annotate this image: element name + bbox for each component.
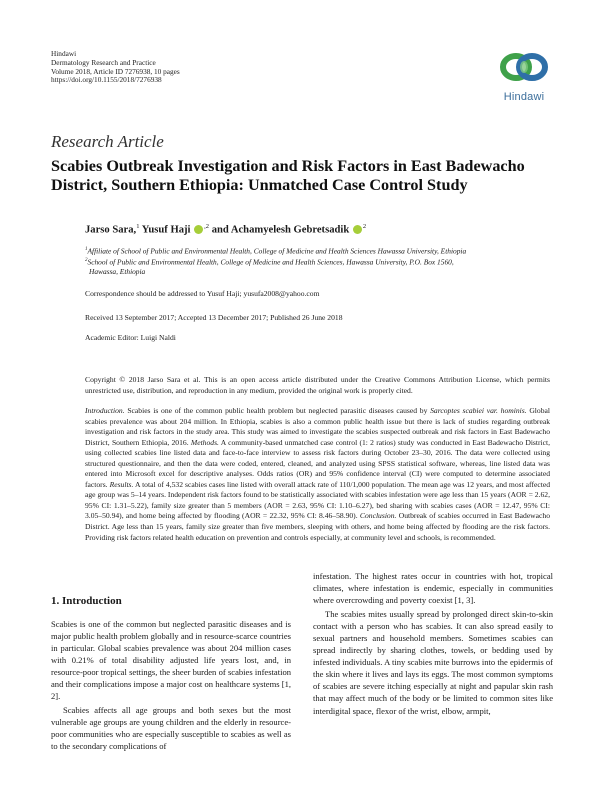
affiliation-mark: 1 xyxy=(85,247,88,252)
article-dates: Received 13 September 2017; Accepted 13 December 2017; Published 26 June 2018 xyxy=(85,313,343,322)
affiliation xyxy=(85,256,545,267)
article-type: Research Article xyxy=(51,132,164,151)
affiliation xyxy=(85,245,545,256)
body-paragraph: Scabies is one of the common but neglected parasitic diseases and is major public health problem globally and in resource-scarce countries in particular. Global scabies prevalence was about 204 million cases with 0.21% of total disability adjusted life years lost, and, in resource-poor tropical settings, the sheer burden of scabies infestation and their complications impose a major cost on healthcare systems [1, 2]. xyxy=(51,619,291,702)
abstract-results: A total of 4,532 scabies cases line listed with overall attack rate of 110/1,000 population. The mean age was 12 years, and most affected age group was 5–14 years. Independent risk factors found to be statistically associated with scabies infestation were age less than 15 years (AOR = 2.62, 95% CI: 1.31–5.22), family size greater than 5 members (AOR = 2.63, 95% CI: 1.10–6.27), bed sharing with scabies cases (AOR = 12.47, 95% CI: 3.05–50.94), and home being affected by flooding (AOR = 22.32, 95% CI: 8.46–58.90). xyxy=(85,479,550,521)
affiliation xyxy=(89,267,549,277)
abstract-methods: A community-based unmatched case control (1: 2 ratios) study was conducted in East Badewacho District, using collected scabies line listed data and face-to-face interview to assess risk factors during October 23–30, 2016. The data were collected using structured questionnaire, and then the data were coded, entered, cleaned, and analyzed using SPSS statistical software, whereas, line listed data was entered into Microsoft excel for descriptive analyses. Odds ratios (OR) and 95% confidence interval (CI) were computed to determine associated factors. xyxy=(85,437,551,489)
author-affiliation-mark: 1 xyxy=(136,223,140,230)
correspondence: Correspondence should be addressed to Yusuf Haji; yusufa2008@yahoo.com xyxy=(85,289,320,298)
body-column-left xyxy=(51,618,291,753)
affiliation-text: School of Public and Environmental Health, College of Medicine and Health Sciences, Hawassa University, P.O. Box 1560, xyxy=(87,257,454,267)
orcid-icon[interactable] xyxy=(194,225,203,234)
body-paragraph: The scabies mites usually spread by prolonged direct skin-to-skin contact with a person who has scabies. It can also spread easily to sexual partners and household members. Sometimes scabies can spread indirectly by sharing clothes, towels, or bedding used by infested individuals. A tiny scabies mite burrows into the epidermis of the skin where it lives and lays its eggs. The most common symptoms of scabies are severe itching especially at night and papular skin rash that may affect much of the body or be limited to common sites like interdigital space, flexor of the wrist, elbow, armpit, xyxy=(313,609,553,716)
copyright-notice: Copyright © 2018 Jarso Sara et al. This is an open access article distributed under the Creative Commons Attribution License, which permits unrestricted use, distribution, and reproduction in any medium, provided the original work is properly cited. xyxy=(85,375,550,395)
author-affiliation-mark: ,2 xyxy=(204,223,210,230)
abstract-results-label: Results. xyxy=(109,479,134,489)
publisher-name: Hindawi xyxy=(51,49,77,58)
species-name: Sarcoptes scabiei var. hominis. xyxy=(430,406,527,415)
author-name[interactable]: Yusuf Haji xyxy=(141,224,191,236)
author-affiliation-mark: 2 xyxy=(362,223,367,230)
abstract-conclusion-label: Conclusion. xyxy=(359,511,397,521)
affiliation-text: Hawassa, Ethiopia xyxy=(89,267,146,276)
journal-name: Dermatology Research and Practice xyxy=(51,57,156,67)
abstract-conclusion: Outbreak of scabies occurred in East Badewacho District. Age less than 15 years, family size greater than five members, sleeping with others, and home being affected by flooding are the risk factors. Providing risk factors related health education on prevention and controls especially, at community level and schools, is recommended. xyxy=(85,511,551,542)
journal-header xyxy=(51,50,180,85)
doi-link[interactable]: https://doi.org/10.1155/2018/7276938 xyxy=(51,75,162,85)
author-list xyxy=(85,223,366,236)
abstract-introduction: Scabies is one of the common public health problem but neglected parasitic diseases caused by xyxy=(124,406,431,415)
hindawi-logo-icon xyxy=(495,45,553,91)
affiliation-text: Affiliate of School of Public and Environmental Health, College of Medicine and Health Sciences Hawassa University, Ethiopia xyxy=(87,246,467,256)
body-column-right xyxy=(313,570,553,717)
hindawi-logo xyxy=(495,45,553,109)
article-title: Scabies Outbreak Investigation and Risk Factors in East Badewacho District, Southern Ethiopia: Unmatched Case Control Study xyxy=(51,157,525,194)
section-heading: 1. Introduction xyxy=(51,595,122,607)
hindawi-logo-text: Hindawi xyxy=(503,91,545,103)
volume-line: Volume 2018, Article ID 7276938, 10 pages xyxy=(51,66,180,76)
body-paragraph: Scabies affects all age groups and both sexes but the most vulnerable age groups are young children and the elderly in resource-poor communities who are especially susceptible to scabies as well as to the secondary complications of xyxy=(51,705,291,752)
academic-editor: Academic Editor: Luigi Naldi xyxy=(85,333,176,342)
abstract xyxy=(85,406,550,543)
affiliation-mark: 2 xyxy=(85,258,88,263)
abstract-methods-label: Methods. xyxy=(190,437,219,447)
body-paragraph: infestation. The highest rates occur in countries with hot, tropical climates, where infestation is endemic, especially in communities where overcrowding and poverty coexist [1, 3]. xyxy=(313,571,553,606)
author-name[interactable]: Jarso Sara, xyxy=(85,224,137,236)
orcid-icon[interactable] xyxy=(353,225,362,234)
author-name[interactable]: and Achamyelesh Gebretsadik xyxy=(211,224,350,236)
abstract-introduction-label: Introduction. xyxy=(85,406,125,415)
abstract-introduction-cont: Global scabies prevalence was about 204 million. In Ethiopia, scabies is also a common public health issue but there is lack of studies regarding outbreak investigation and risk factors in the study area. This study was aimed to investigate the scabies suspected outbreak and risk factors in East Badewacho District, Southern Ethiopia, 2016. xyxy=(85,406,550,447)
